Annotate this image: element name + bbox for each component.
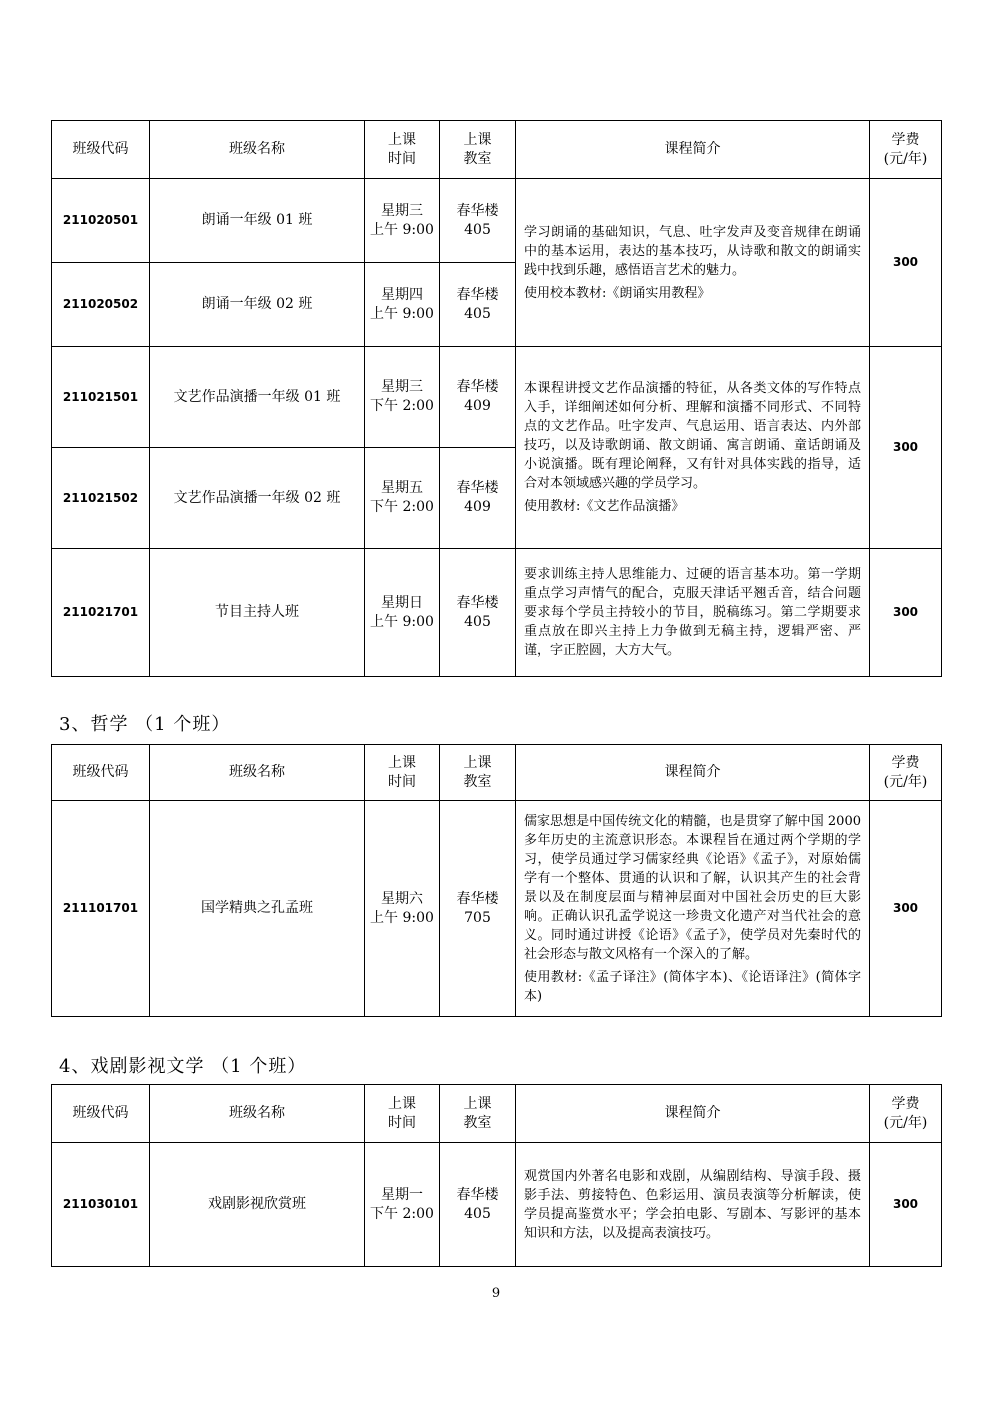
- header-course-intro: 课程简介: [516, 745, 870, 801]
- header-classroom: 上课 教室: [440, 745, 516, 801]
- class-name: 戏剧影视欣赏班: [150, 1143, 365, 1267]
- class-time: 星期日 上午 9:00: [365, 549, 440, 677]
- header-class-time: 上课 时间: [365, 745, 440, 801]
- header-classroom: 上课 教室: [440, 1085, 516, 1143]
- classroom: 春华楼 705: [440, 801, 516, 1017]
- header-course-intro: 课程简介: [516, 121, 870, 179]
- header-class-name: 班级名称: [150, 121, 365, 179]
- class-time: 星期三 下午 2:00: [365, 347, 440, 448]
- course-table-philosophy: [51, 744, 942, 1017]
- class-code: 211021501: [52, 347, 150, 448]
- class-code: 211020501: [52, 179, 150, 263]
- table-row: [52, 179, 942, 263]
- tuition-fee: 300: [870, 347, 942, 549]
- table-header-row: [52, 121, 942, 179]
- class-name: 朗诵一年级 02 班: [150, 263, 365, 347]
- header-class-time: 上课 时间: [365, 1085, 440, 1143]
- class-time: 星期六 上午 9:00: [365, 801, 440, 1017]
- class-time: 星期五 下午 2:00: [365, 448, 440, 549]
- class-code: 211021502: [52, 448, 150, 549]
- class-time: 星期四 上午 9:00: [365, 263, 440, 347]
- classroom: 春华楼 405: [440, 549, 516, 677]
- header-tuition: 学费 (元/年): [870, 1085, 942, 1143]
- course-intro: 要求训练主持人思维能力、过硬的语言基本功。第一学期重点学习声情气的配合，克服天津话平翘舌音，结合问题要求每个学员主持较小的节目，脱稿练习。第二学期要求重点放在即兴主持上力争做到无稿主持，逻辑严密、严谨，字正腔圆，大方大气。: [516, 549, 870, 677]
- classroom: 春华楼 409: [440, 448, 516, 549]
- classroom: 春华楼 405: [440, 179, 516, 263]
- classroom: 春华楼 409: [440, 347, 516, 448]
- section-title-philosophy: 3、哲学 （1 个班）: [59, 714, 231, 735]
- header-class-code: 班级代码: [52, 1085, 150, 1143]
- header-tuition: 学费 (元/年): [870, 745, 942, 801]
- course-table-reciting: [51, 120, 942, 677]
- tuition-fee: 300: [870, 179, 942, 347]
- header-class-name: 班级名称: [150, 745, 365, 801]
- course-intro: 观赏国内外著名电影和戏剧，从编剧结构、导演手段、摄影手法、剪接特色、色彩运用、演员表演等分析解读，使学员提高鉴赏水平；学会拍电影、写剧本、写影评的基本知识和方法，以及提高表演技巧。: [516, 1143, 870, 1267]
- header-classroom: 上课 教室: [440, 121, 516, 179]
- class-time: 星期一 下午 2:00: [365, 1143, 440, 1267]
- course-table-drama-film: [51, 1084, 942, 1267]
- header-course-intro: 课程简介: [516, 1085, 870, 1143]
- class-name: 节目主持人班: [150, 549, 365, 677]
- class-code: 211021701: [52, 549, 150, 677]
- header-class-code: 班级代码: [52, 745, 150, 801]
- classroom: 春华楼 405: [440, 1143, 516, 1267]
- classroom: 春华楼 405: [440, 263, 516, 347]
- class-code: 211101701: [52, 801, 150, 1017]
- table-row: [52, 801, 942, 1017]
- table-row: [52, 549, 942, 677]
- tuition-fee: 300: [870, 549, 942, 677]
- course-intro: 本课程讲授文艺作品演播的特征，从各类文体的写作特点入手，详细阐述如何分析、理解和演播不同形式、不同特点的文艺作品。吐字发声、气息运用、语言表达、内外部技巧，以及诗歌朗诵、散文朗诵、寓言朗诵、童话朗诵及小说演播。既有理论阐释，又有针对具体实践的指导，适合对本领域感兴趣的学员学习。 使用教材:《文艺作品演播》: [516, 347, 870, 549]
- table-header-row: [52, 1085, 942, 1143]
- tuition-fee: 300: [870, 801, 942, 1017]
- class-name: 文艺作品演播一年级 02 班: [150, 448, 365, 549]
- section-title-drama-film: 4、戏剧影视文学 （1 个班）: [59, 1056, 307, 1077]
- class-name: 文艺作品演播一年级 01 班: [150, 347, 365, 448]
- class-name: 朗诵一年级 01 班: [150, 179, 365, 263]
- class-name: 国学精典之孔孟班: [150, 801, 365, 1017]
- header-tuition: 学费 (元/年): [870, 121, 942, 179]
- header-class-code: 班级代码: [52, 121, 150, 179]
- header-class-time: 上课 时间: [365, 121, 440, 179]
- table-row: [52, 347, 942, 448]
- course-intro: 儒家思想是中国传统文化的精髓，也是贯穿了解中国 2000 多年历史的主流意识形态。本课程旨在通过两个学期的学习，使学员通过学习儒家经典《论语》《孟子》，对原始儒学有一个整体、贯通的认识和了解，认识其产生的社会背景以及在制度层面与精神层面对中国社会历史的巨大影响。正确认识孔孟学说这一珍贵文化遗产对当代社会的意义。同时通过讲授《论语》《孟子》，使学员对先秦时代的社会形态与散文风格有一个深入的了解。 使用教材:《孟子译注》(简体字本)、《论语译注》(简体字本): [516, 801, 870, 1017]
- table-row: [52, 1143, 942, 1267]
- course-intro: 学习朗诵的基础知识，气息、吐字发声及变音规律在朗诵中的基本运用，表达的基本技巧，从诗歌和散文的朗诵实践中找到乐趣，感悟语言艺术的魅力。 使用校本教材:《朗诵实用教程》: [516, 179, 870, 347]
- page-number: 9: [491, 1286, 501, 1301]
- table-header-row: [52, 745, 942, 801]
- header-class-name: 班级名称: [150, 1085, 365, 1143]
- class-time: 星期三 上午 9:00: [365, 179, 440, 263]
- class-code: 211020502: [52, 263, 150, 347]
- tuition-fee: 300: [870, 1143, 942, 1267]
- class-code: 211030101: [52, 1143, 150, 1267]
